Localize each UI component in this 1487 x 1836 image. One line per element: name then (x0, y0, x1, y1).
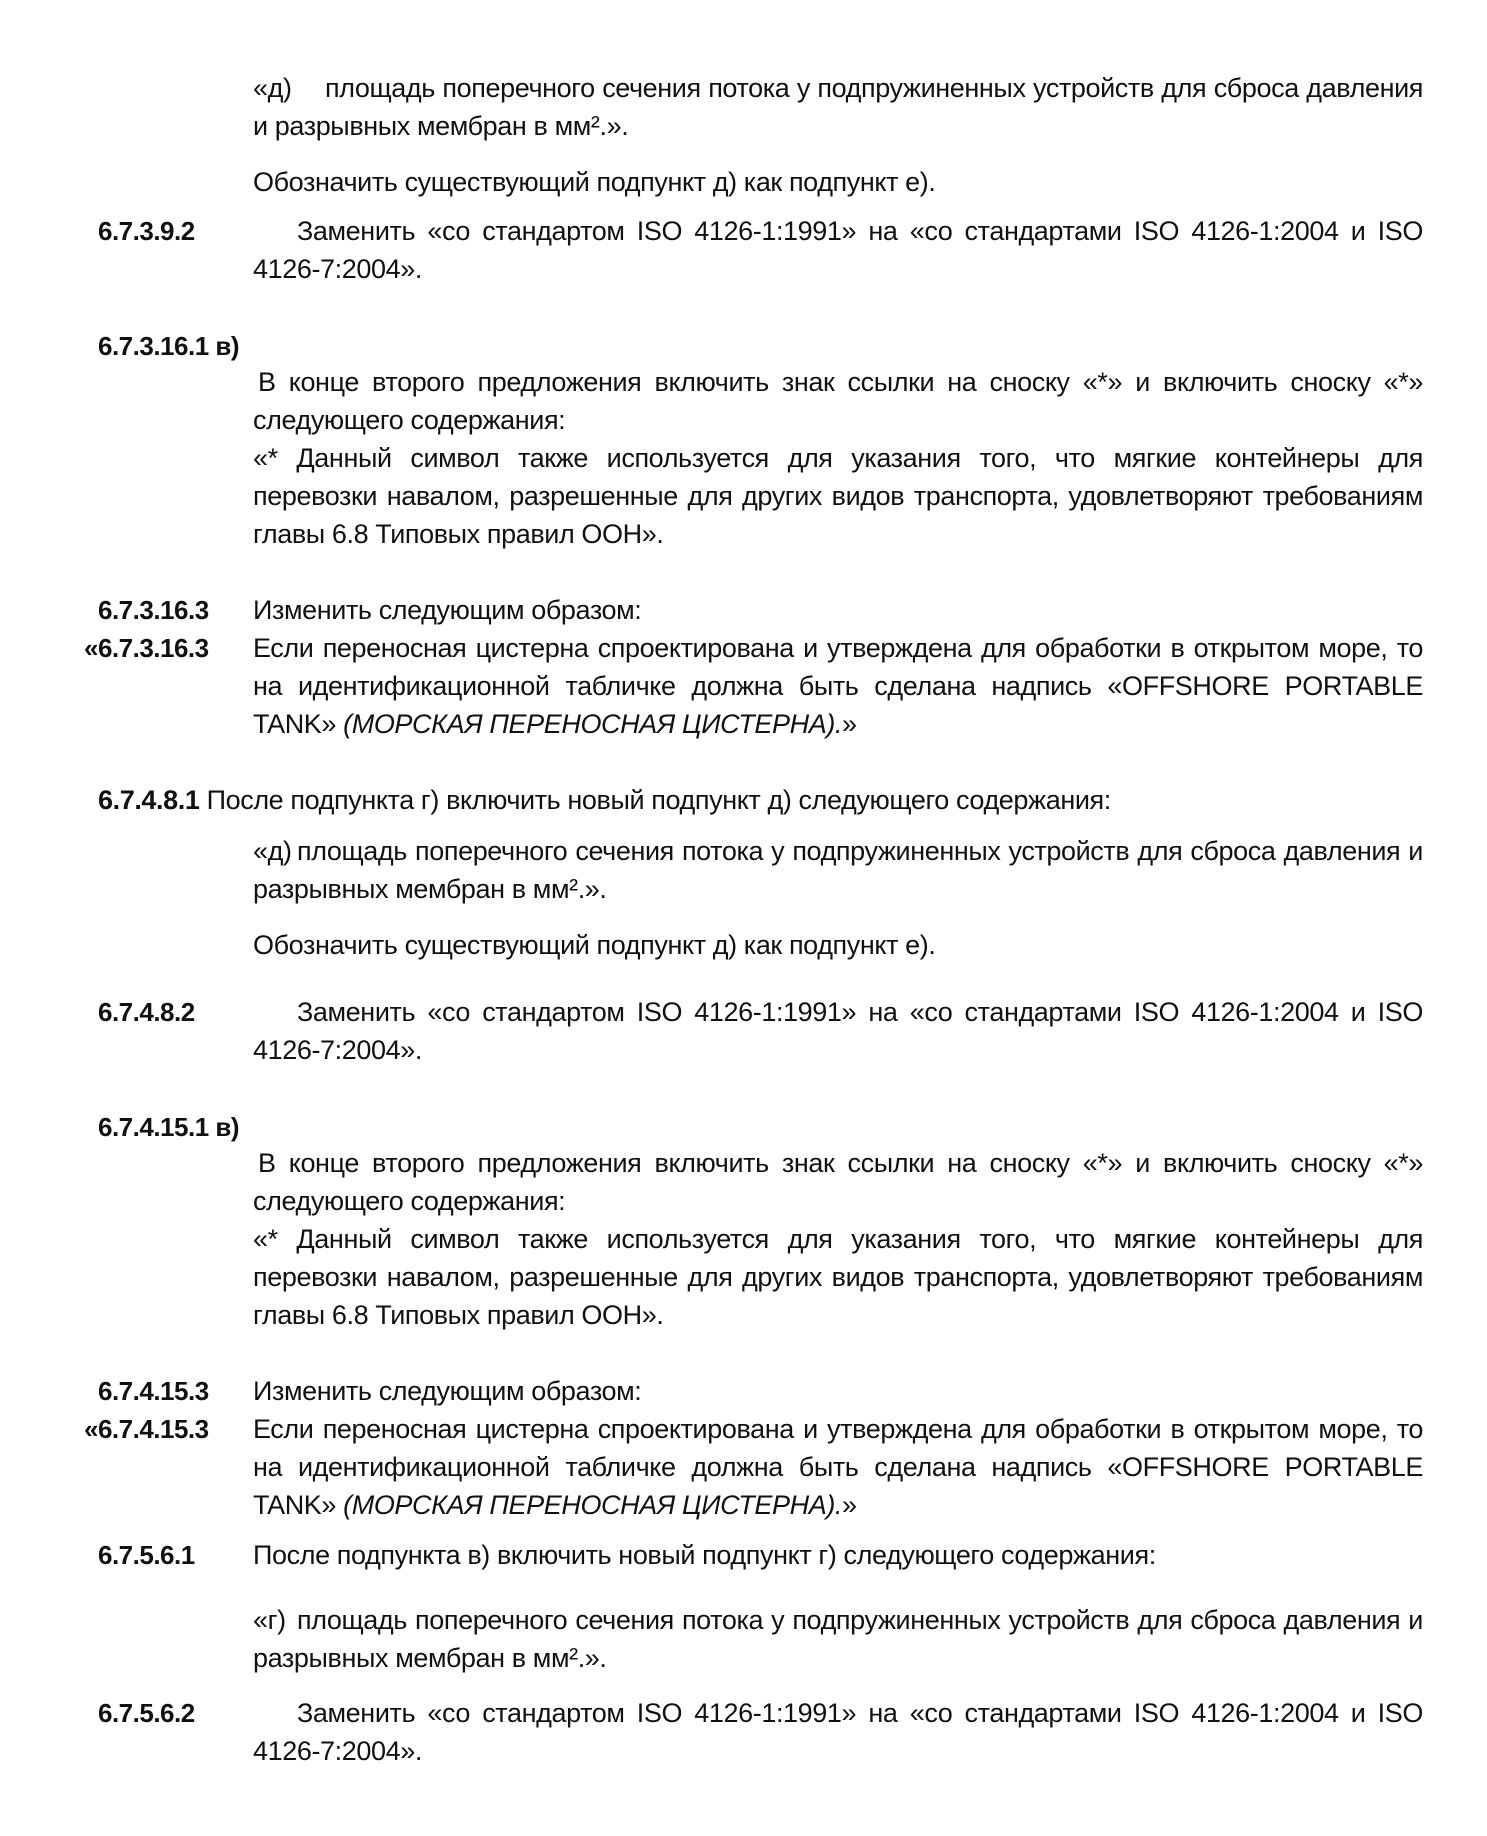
item-text: площадь поперечного сечения потока у подпружиненных устройств для сброса давления и разрывных мембран в мм².». (253, 836, 1423, 904)
item-text: площадь поперечного сечения потока у подпружиненных устройств для сброса давления и разрывных мембран в мм².». (253, 1605, 1423, 1673)
quoted-section-number: «6.7.4.15.3 (84, 1414, 209, 1444)
offshore-text: Если переносная цистерна спроектирована и утверждена для обработки в открытом море, то на идентификационной табличке должна быть сделана надпись «OFFSHORE PORTABLE TANK» (253, 633, 1423, 739)
offshore-text-italic: (МОРСКАЯ ПЕРЕНОСНАЯ ЦИСТЕРНА). (343, 1490, 843, 1520)
quote-end: » (842, 1490, 857, 1520)
section-text: Заменить «со стандартом ISO 4126-1:1991» на «со стандартами ISO 4126-1:2004 и ISO 4126-7:2004». (253, 997, 1423, 1065)
offshore-text-italic: (МОРСКАЯ ПЕРЕНОСНАЯ ЦИСТЕРНА). (343, 709, 843, 739)
section-number: 6.7.3.16.1 в) (98, 331, 240, 361)
section-number: 6.7.4.15.3 (98, 1376, 209, 1406)
item-d-paragraph-1 (253, 69, 1423, 145)
item-text: площадь поперечного сечения потока у подпружиненных устройств для сброса давления и разрывных мембран в мм².». (253, 73, 1423, 141)
section-instruction: Изменить следующим образом: (253, 1376, 642, 1406)
footnote-instruction: В конце второго предложения включить знак ссылки на сноску «*» и включить сноску «*» следующего содержания: (253, 1148, 1423, 1216)
section-instruction: Изменить следующим образом: (253, 595, 642, 625)
relabel-paragraph-2: Обозначить существующий подпункт д) как подпункт е). (253, 930, 936, 960)
section-text: Заменить «со стандартом ISO 4126-1:1991» на «со стандартами ISO 4126-1:2004 и ISO 4126-7:2004». (253, 1698, 1423, 1766)
section-number: 6.7.4.8.2 (98, 997, 195, 1027)
quote-end: » (842, 709, 857, 739)
section-number: 6.7.5.6.1 (98, 1540, 195, 1570)
offshore-text: Если переносная цистерна спроектирована и утверждена для обработки в открытом море, то на идентификационной табличке должна быть сделана надпись «OFFSHORE PORTABLE TANK» (253, 1414, 1423, 1520)
section-number: 6.7.4.15.1 в) (98, 1112, 240, 1142)
relabel-paragraph-1: Обозначить существующий подпункт д) как подпункт е). (253, 167, 936, 197)
item-d-paragraph-2 (253, 832, 1423, 908)
item-label: «г) (253, 1605, 286, 1635)
footnote-text: «* Данный символ также используется для указания того, что мягкие контейнеры для перевозки навалом, разрешенные для других видов транспорта, удовлетворяют требованиям главы 6.8 Типовых правил ООН». (253, 1224, 1423, 1330)
footnote-text: «* Данный символ также используется для указания того, что мягкие контейнеры для перевозки навалом, разрешенные для других видов транспорта, удовлетворяют требованиям главы 6.8 Типовых правил ООН». (253, 443, 1423, 549)
section-number: 6.7.4.8.1 (98, 785, 200, 815)
section-text: После подпункта г) включить новый подпункт д) следующего содержания: (206, 785, 1111, 815)
item-g-paragraph (253, 1601, 1423, 1677)
section-line (98, 781, 1428, 819)
footnote-instruction: В конце второго предложения включить знак ссылки на сноску «*» и включить сноску «*» следующего содержания: (253, 367, 1423, 435)
quoted-section-text (253, 1410, 1423, 1524)
section-number: 6.7.5.6.2 (98, 1698, 195, 1728)
quoted-section-number: «6.7.3.16.3 (84, 633, 209, 663)
section-text: После подпункта в) включить новый подпункт г) следующего содержания: (253, 1540, 1156, 1570)
item-label: «д) (253, 836, 292, 866)
section-number: 6.7.3.9.2 (98, 216, 195, 246)
section-text: Заменить «со стандартом ISO 4126-1:1991» на «со стандартами ISO 4126-1:2004 и ISO 4126-7:2004». (253, 216, 1423, 284)
item-label: «д) (253, 73, 292, 103)
quoted-section-text (253, 629, 1423, 743)
section-number: 6.7.3.16.3 (98, 595, 209, 625)
